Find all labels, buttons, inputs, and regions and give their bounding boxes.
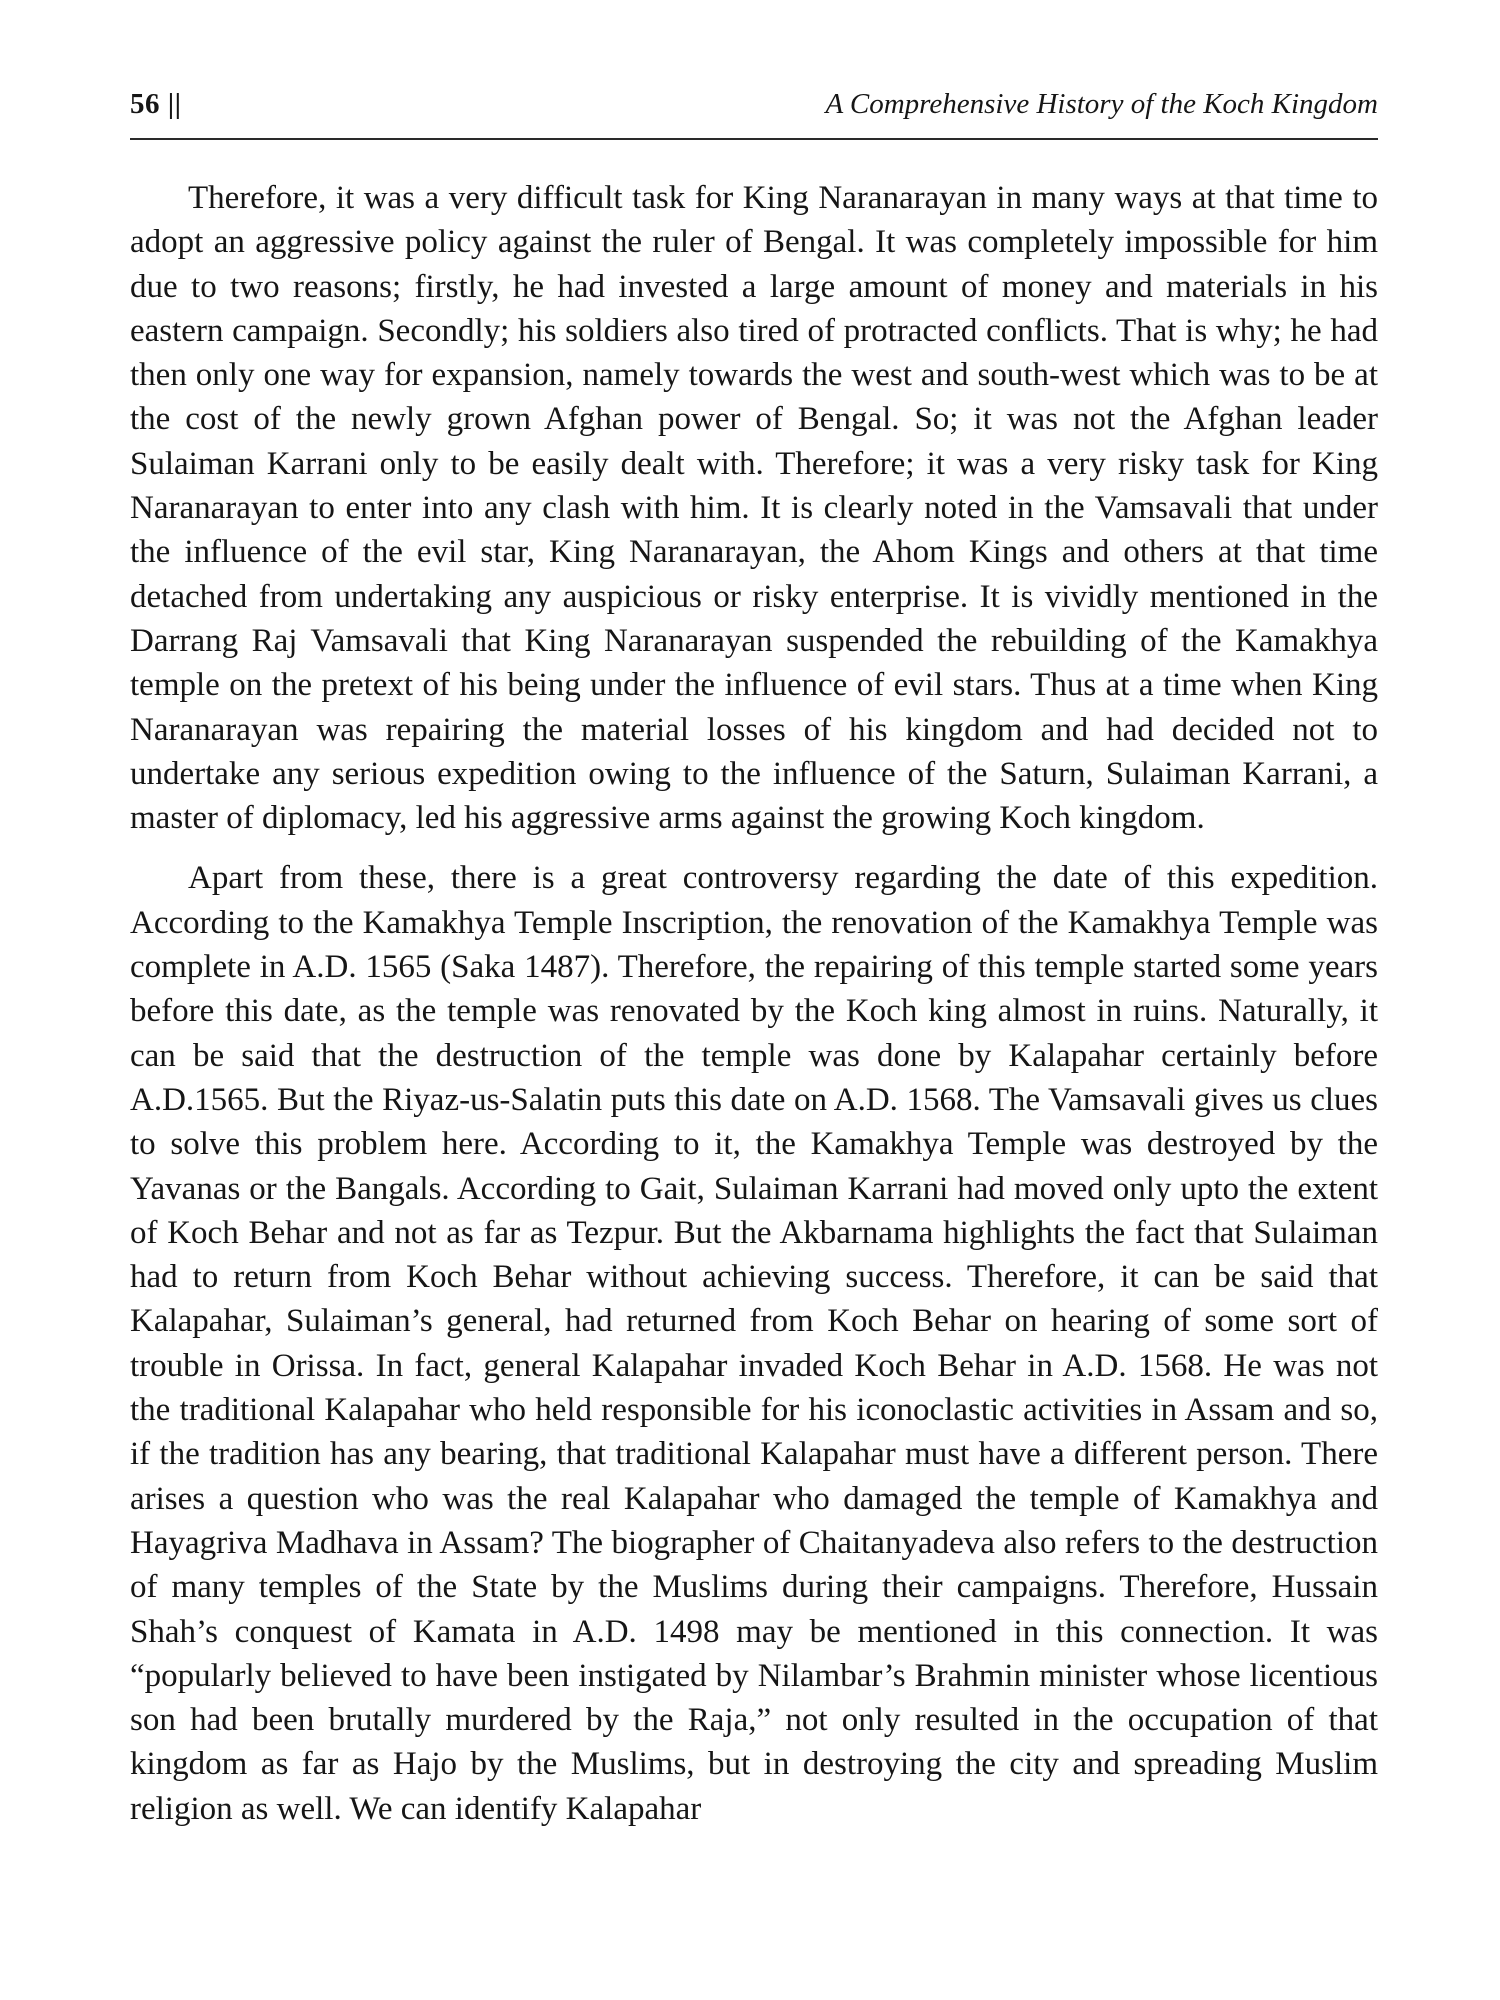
paragraph: Therefore, it was a very difficult task for King Naranarayan in many ways at that time to adopt an aggressive policy against the ruler of Bengal. It was completely impossible for him due to two reasons; firstly, he had invested a large amount of money and materials in his eastern campaign. Secondly; his soldiers also tired of protracted conflicts. That is why; he had then only one way for expansion, namely towards the west and south-west which was to be at the cost of the newly grown Afghan power of Bengal. So; it was not the Afghan leader Sulaiman Karrani only to be easily dealt with. Therefore; it was a very risky task for King Naranarayan to enter into any clash with him. It is clearly noted in the Vamsavali that under the influence of the evil star, King Naranarayan, the Ahom Kings and others at that time detached from undertaking any auspicious or risky enterprise. It is vividly mentioned in the Darrang Raj Vamsavali that King Naranarayan suspended the rebuilding of the Kamakhya temple on the pretext of his being under the influence of evil stars. Thus at a time when King Naranarayan was repairing the material losses of his kingdom and had decided not to undertake any serious expedition owing to the influence of the Saturn, Sulaiman Karrani, a master of diplomacy, led his aggressive arms against the growing Koch kingdom. <box>130 180 1378 837</box>
book-page <box>130 88 1378 1831</box>
paragraph: Apart from these, there is a great controversy regarding the date of this expedition. According to the Kamakhya Temple Inscription, the renovation of the Kamakhya Temple was complete in A.D. 1565 (Saka 1487). Therefore, the repairing of this temple started some years before this date, as the temple was renovated by the Koch king almost in ruins. Naturally, it can be said that the destruction of the temple was done by Kalapahar certainly before A.D.1565. But the Riyaz-us-Salatin puts this date on A.D. 1568. The Vamsavali gives us clues to solve this problem here. According to it, the Kamakhya Temple was destroyed by the Yavanas or the Bangals. According to Gait, Sulaiman Karrani had moved only upto the extent of Koch Behar and not as far as Tezpur. But the Akbarnama highlights the fact that Sulaiman had to return from Koch Behar without achieving success. Therefore, it can be said that Kalapahar, Sulaiman’s general, had returned from Koch Behar on hearing of some sort of trouble in Orissa. In fact, general Kalapahar invaded Koch Behar in A.D. 1568. He was not the traditional Kalapahar who held responsible for his iconoclastic activities in Assam and so, if the tradition has any bearing, that traditional Kalapahar must have a different person. There arises a question who was the real Kalapahar who damaged the temple of Kamakhya and Hayagriva Madhava in Assam? The biographer of Chaitanyadeva also refers to the destruction of many temples of the State by the Muslims during their campaigns. Therefore, Hussain Shah’s conquest of Kamata in A.D. 1498 may be mentioned in this connection. It was “popularly believed to have been instigated by Nilambar’s Brahmin minister whose licentious son had been brutally murdered by the Raja,” not only resulted in the occupation of that kingdom as far as Hajo by the Muslims, but in destroying the city and spreading Muslim religion as well. We can identify Kalapahar <box>130 860 1378 1827</box>
body-text <box>130 176 1378 1831</box>
running-header <box>130 88 1378 140</box>
book-title: A Comprehensive History of the Koch Kingdom <box>825 88 1378 120</box>
page-number: 56 || <box>130 88 182 120</box>
